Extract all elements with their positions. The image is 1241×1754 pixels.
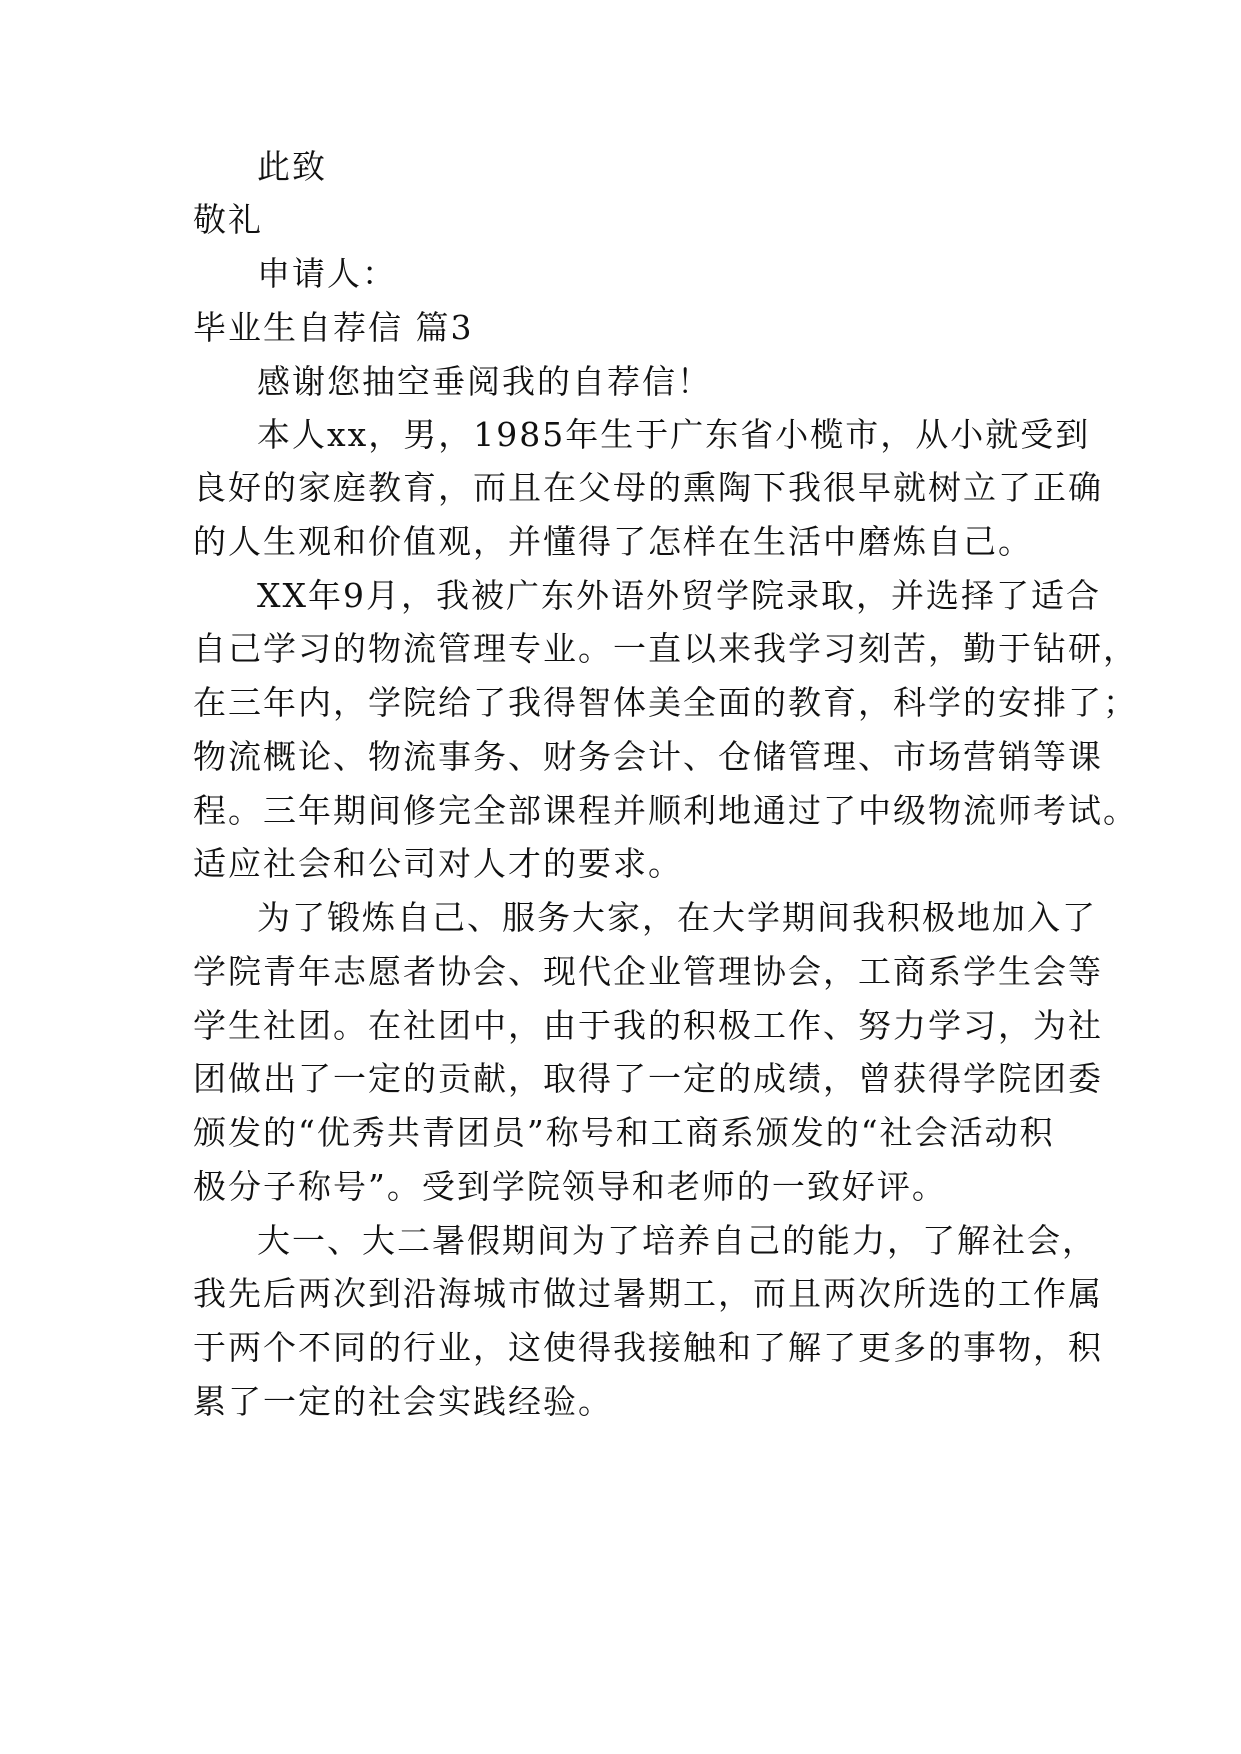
paragraph-line: 本人xx，男，1985年生于广东省小榄市，从小就受到 bbox=[257, 415, 1091, 454]
paragraph-line: 颁发的“优秀共青团员”称号和工商系颁发的“社会活动积 bbox=[193, 1113, 1055, 1152]
section-title: 毕业生自荐信 篇3 bbox=[193, 308, 474, 347]
paragraph-line: 大一、大二暑假期间为了培养自己的能力，了解社会， bbox=[257, 1221, 1097, 1260]
paragraph-line: 学院青年志愿者协会、现代企业管理协会，工商系学生会等 bbox=[193, 952, 1103, 991]
applicant-label: 申请人： bbox=[257, 254, 397, 293]
paragraph-line: 我先后两次到沿海城市做过暑期工，而且两次所选的工作属 bbox=[193, 1274, 1103, 1313]
paragraph-line: 团做出了一定的贡献，取得了一定的成绩，曾获得学院团委 bbox=[193, 1059, 1103, 1098]
paragraph-line: 物流概论、物流事务、财务会计、仓储管理、市场营销等课 bbox=[193, 737, 1103, 776]
paragraph-line: 适应社会和公司对人才的要求。 bbox=[193, 844, 683, 883]
paragraph-line: 良好的家庭教育，而且在父母的熏陶下我很早就树立了正确 bbox=[193, 468, 1103, 507]
paragraph-line: XX年9月，我被广东外语外贸学院录取，并选择了适合 bbox=[257, 576, 1101, 615]
paragraph-line: 在三年内，学院给了我得智体美全面的教育，科学的安排了； bbox=[193, 683, 1138, 722]
closing-salutation: 此致 bbox=[257, 147, 327, 186]
paragraph-line: 的人生观和价值观，并懂得了怎样在生活中磨炼自己。 bbox=[193, 522, 1033, 561]
closing-regards: 敬礼 bbox=[193, 200, 263, 239]
paragraph-line: 累了一定的社会实践经验。 bbox=[193, 1382, 613, 1421]
paragraph-line: 自己学习的物流管理专业。一直以来我学习刻苦，勤于钻研， bbox=[193, 629, 1138, 668]
paragraph-line: 程。三年期间修完全部课程并顺利地通过了中级物流师考试。 bbox=[193, 791, 1138, 830]
paragraph-line: 学生社团。在社团中，由于我的积极工作、努力学习，为社 bbox=[193, 1006, 1103, 1045]
paragraph-line: 于两个不同的行业，这使得我接触和了解了更多的事物，积 bbox=[193, 1328, 1103, 1367]
letter-greeting: 感谢您抽空垂阅我的自荐信！ bbox=[257, 362, 712, 401]
paragraph-line: 为了锻炼自己、服务大家，在大学期间我积极地加入了 bbox=[257, 898, 1097, 937]
paragraph-line: 极分子称号”。受到学院领导和老师的一致好评。 bbox=[193, 1167, 947, 1206]
